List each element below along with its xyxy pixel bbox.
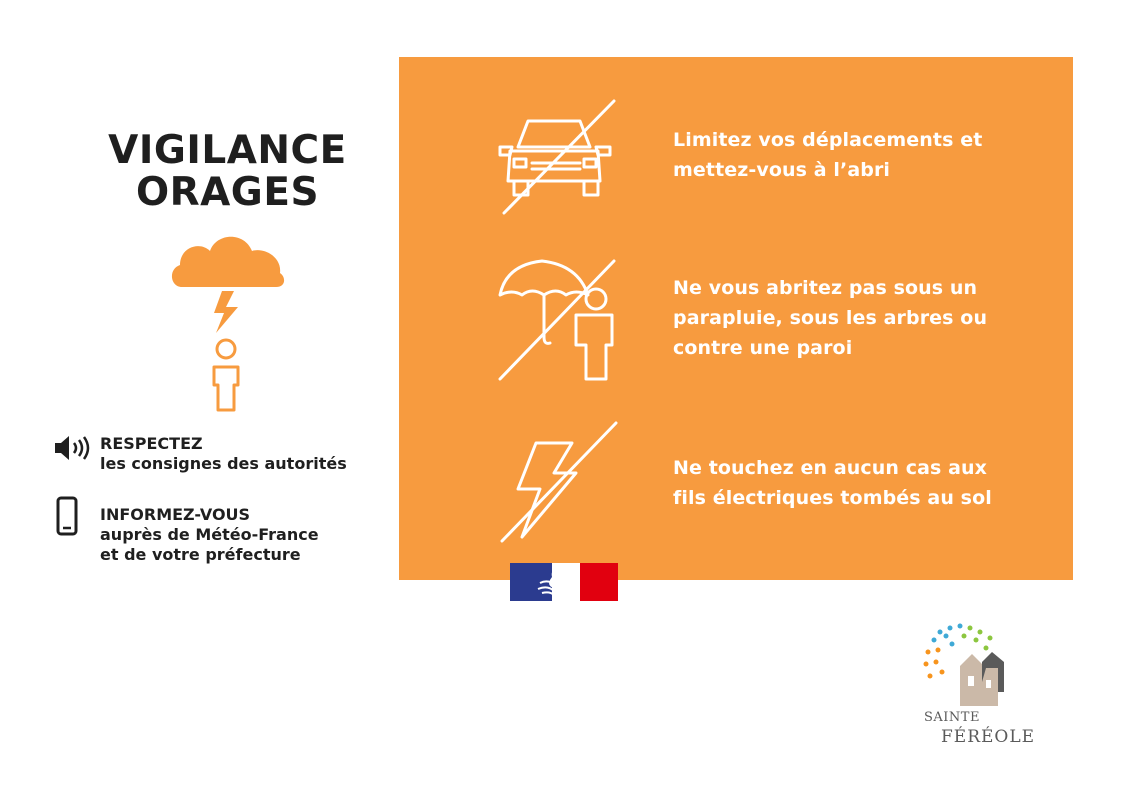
crossed-car-icon [496, 99, 618, 215]
tip-1-text [673, 125, 982, 185]
informez-line-3: et de votre préfecture [100, 545, 301, 564]
respect-heading: RESPECTEZ [100, 434, 203, 453]
crossed-lightning-icon [496, 419, 618, 545]
logo-text-sainte: SAINTE [924, 710, 980, 725]
tip-1-line-2: mettez-vous à l’abri [673, 159, 891, 181]
advice-panel [399, 57, 1073, 580]
crossed-umbrella-icon [496, 257, 618, 383]
tip-2-line-2: parapluie, sous les arbres ou [673, 307, 988, 329]
speaker-icon [54, 435, 90, 461]
tip-3-line-1: Ne touchez en aucun cas aux [673, 457, 988, 479]
page-title [95, 130, 360, 214]
tip-3-line-2: fils électriques tombés au sol [673, 487, 992, 509]
phone-icon [54, 496, 80, 538]
tip-2-line-3: contre une paroi [673, 337, 853, 359]
panel-arrow [399, 57, 461, 227]
title-line-2: ORAGES [135, 170, 320, 215]
title-line-1: VIGILANCE [108, 128, 347, 173]
respect-text: les consignes des autorités [100, 454, 347, 473]
informez-heading: INFORMEZ-VOUS [100, 505, 251, 524]
informez-line-2: auprès de Météo-France [100, 525, 319, 544]
tip-2-text [673, 273, 987, 363]
logo-text-fereole: FÉRÉOLE [941, 727, 1036, 747]
tip-3-text [673, 453, 992, 513]
sainte-fereole-logo [920, 622, 1020, 712]
storm-person-icon [168, 225, 288, 415]
republique-flag-logo [510, 563, 618, 601]
tip-1-line-1: Limitez vos déplacements et [673, 129, 983, 151]
tip-2-line-1: Ne vous abritez pas sous un [673, 277, 978, 299]
